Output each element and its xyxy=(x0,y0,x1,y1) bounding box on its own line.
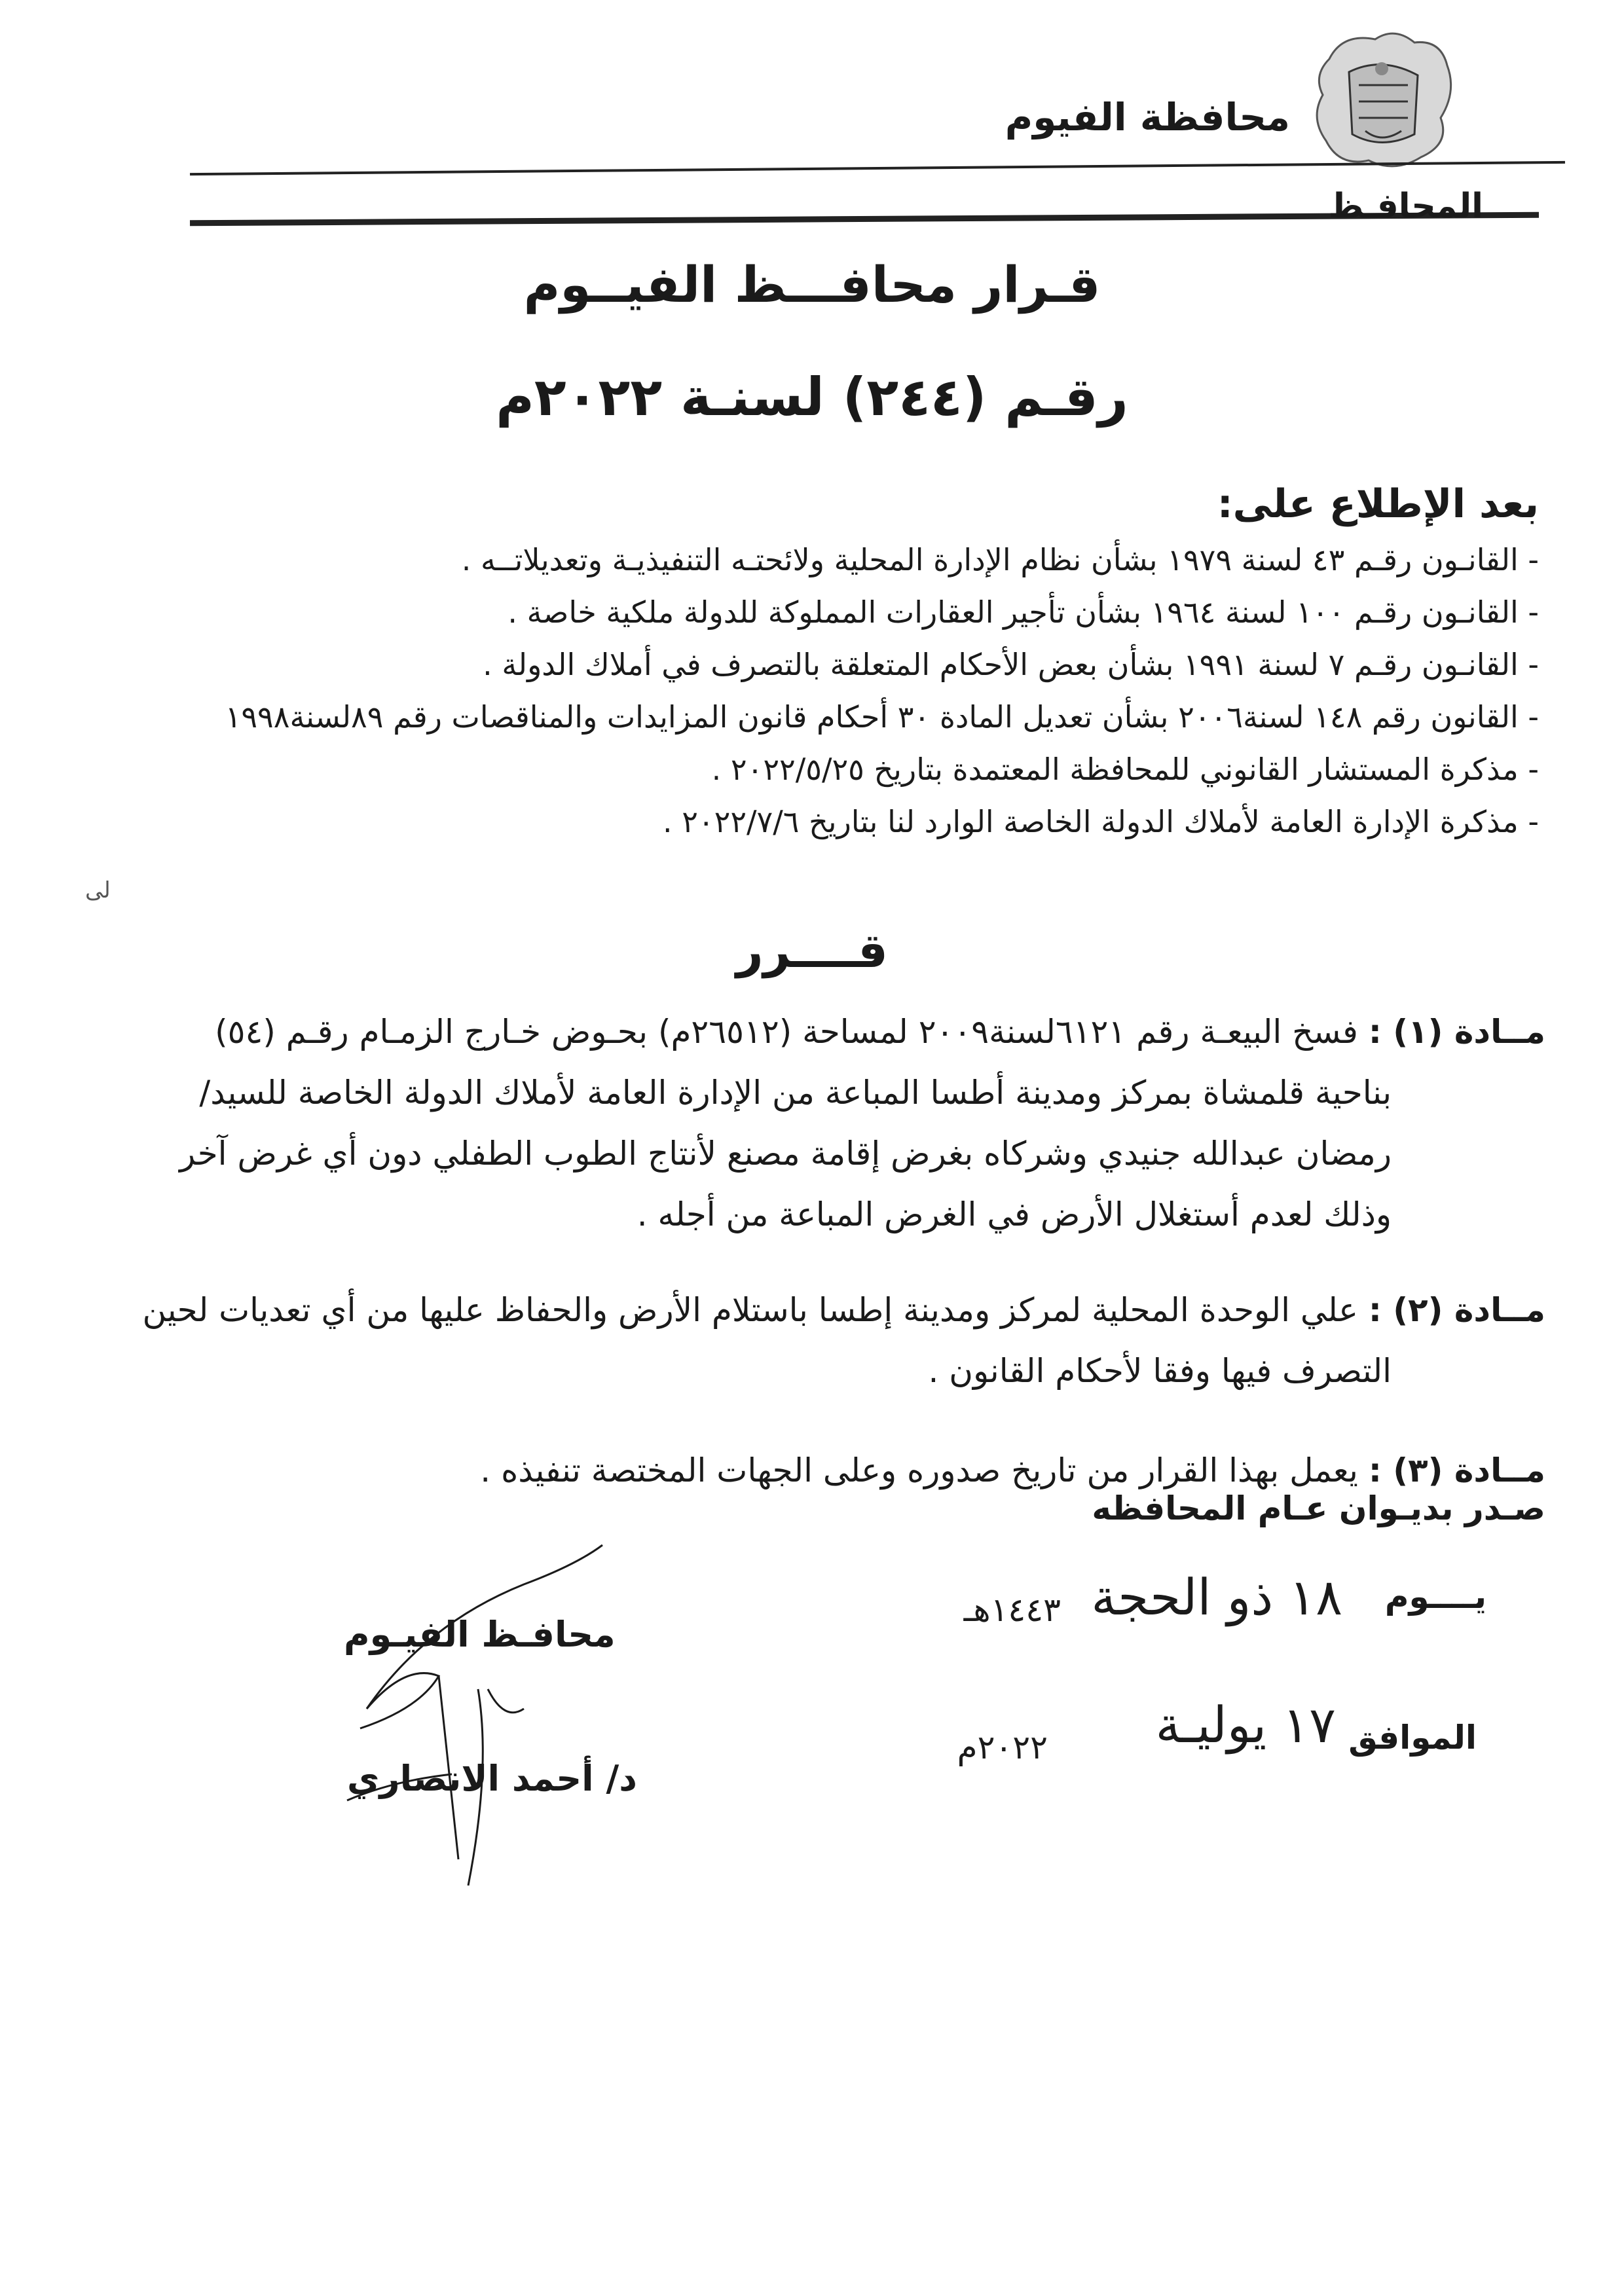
article-line: علي الوحدة المحلية لمركز ومدينة إطسا باستلام الأرض والحفاظ عليها من أي تعديات لحين xyxy=(142,1291,1358,1329)
governorate-name: محافظة الفيوم xyxy=(1005,95,1290,139)
decided-heading: قــــرر xyxy=(736,923,888,978)
gregorian-day-handwritten: ١٧ يوليـة xyxy=(1155,1696,1336,1754)
article-1 xyxy=(72,1002,1545,1245)
issued-at: صـدر بديـوان عـام المحافظه xyxy=(1092,1489,1545,1527)
preamble-item: - القانـون رقـم ١٠٠ لسنة ١٩٦٤ بشأن تأجير العقارات المملوكة للدولة ملكية خاصة . xyxy=(507,594,1539,630)
preamble-item: - القانون رقم ١٤٨ لسنة٢٠٠٦ بشأن تعديل المادة ٣٠ أحكام قانون المزايدات والمناقصات رقم ٨٩لسنة١٩٩٨ xyxy=(225,699,1539,735)
governorate-seal-icon xyxy=(1303,20,1460,177)
preamble-item: - القانـون رقـم ٧ لسنة ١٩٩١ بشأن بعض الأحكام المتعلقة بالتصرف في أملاك الدولة . xyxy=(483,647,1539,682)
article-line: فسخ البيعـة رقم ٦١٢١لسنة٢٠٠٩ لمساحة (٢٦٥١٢م) بحـوض خـارج الزمـام رقـم (٥٤) xyxy=(215,1013,1358,1051)
signatory-name: د/ أحمد الانصاري xyxy=(347,1758,637,1799)
preamble-item: - القانـون رقـم ٤٣ لسنة ١٩٧٩ بشأن نظام الإدارة المحلية ولائحتـه التنفيذيـة وتعديلاتــه . xyxy=(461,542,1539,577)
office-label: المحافـظ xyxy=(1328,187,1483,226)
article-label: مــادة (٢) : xyxy=(1368,1291,1545,1329)
article-label: مــادة (١) : xyxy=(1368,1013,1545,1051)
decree-title: قـرار محافـــظ الفيــوم xyxy=(523,255,1101,314)
hijri-year: ١٤٤٣هـ xyxy=(963,1591,1061,1629)
preamble-list xyxy=(85,534,1539,848)
article-label: مــادة (٣) : xyxy=(1368,1451,1545,1489)
preamble-heading: بعد الإطلاع على: xyxy=(1217,481,1539,527)
day-label: يــــوم xyxy=(1384,1578,1486,1616)
corresponding-label: الموافق xyxy=(1348,1719,1477,1757)
gregorian-year: ٢٠٢٢م xyxy=(957,1728,1048,1766)
article-2 xyxy=(72,1280,1545,1402)
article-line: التصرف فيها وفقا لأحكام القانون . xyxy=(928,1352,1392,1390)
decree-number: رقـم (٢٤٤) لسنـة ٢٠٢٢م xyxy=(496,367,1128,428)
signatory-title: محافـظ الفيـوم xyxy=(344,1614,616,1655)
preamble-item: - مذكرة المستشار القانوني للمحافظة المعتمدة بتاريخ ٢٠٢٢/٥/٢٥ . xyxy=(711,752,1539,787)
handwritten-signature xyxy=(327,1493,655,1899)
article-line: وذلك لعدم أستغلال الأرض في الغرض المباعة من أجله . xyxy=(637,1195,1392,1233)
article-line: يعمل بهذا القرار من تاريخ صدوره وعلى الجهات المختصة تنفيذه . xyxy=(480,1451,1358,1489)
preamble-item: - مذكرة الإدارة العامة لأملاك الدولة الخاصة الوارد لنا بتاريخ ٢٠٢٢/٧/٦ . xyxy=(662,804,1539,839)
hijri-day-handwritten: ١٨ ذو الحجة xyxy=(1091,1568,1342,1626)
article-line: بناحية قلمشاة بمركز ومدينة أطسا المباعة من الإدارة العامة لأملاك الدولة الخاصة للسيد/ xyxy=(199,1074,1392,1112)
margin-mark: لى xyxy=(85,877,111,903)
article-line: رمضان عبدالله جنيدي وشركاه بغرض إقامة مصنع لأنتاج الطوب الطفلي دون أي غرض آخر xyxy=(179,1135,1392,1173)
